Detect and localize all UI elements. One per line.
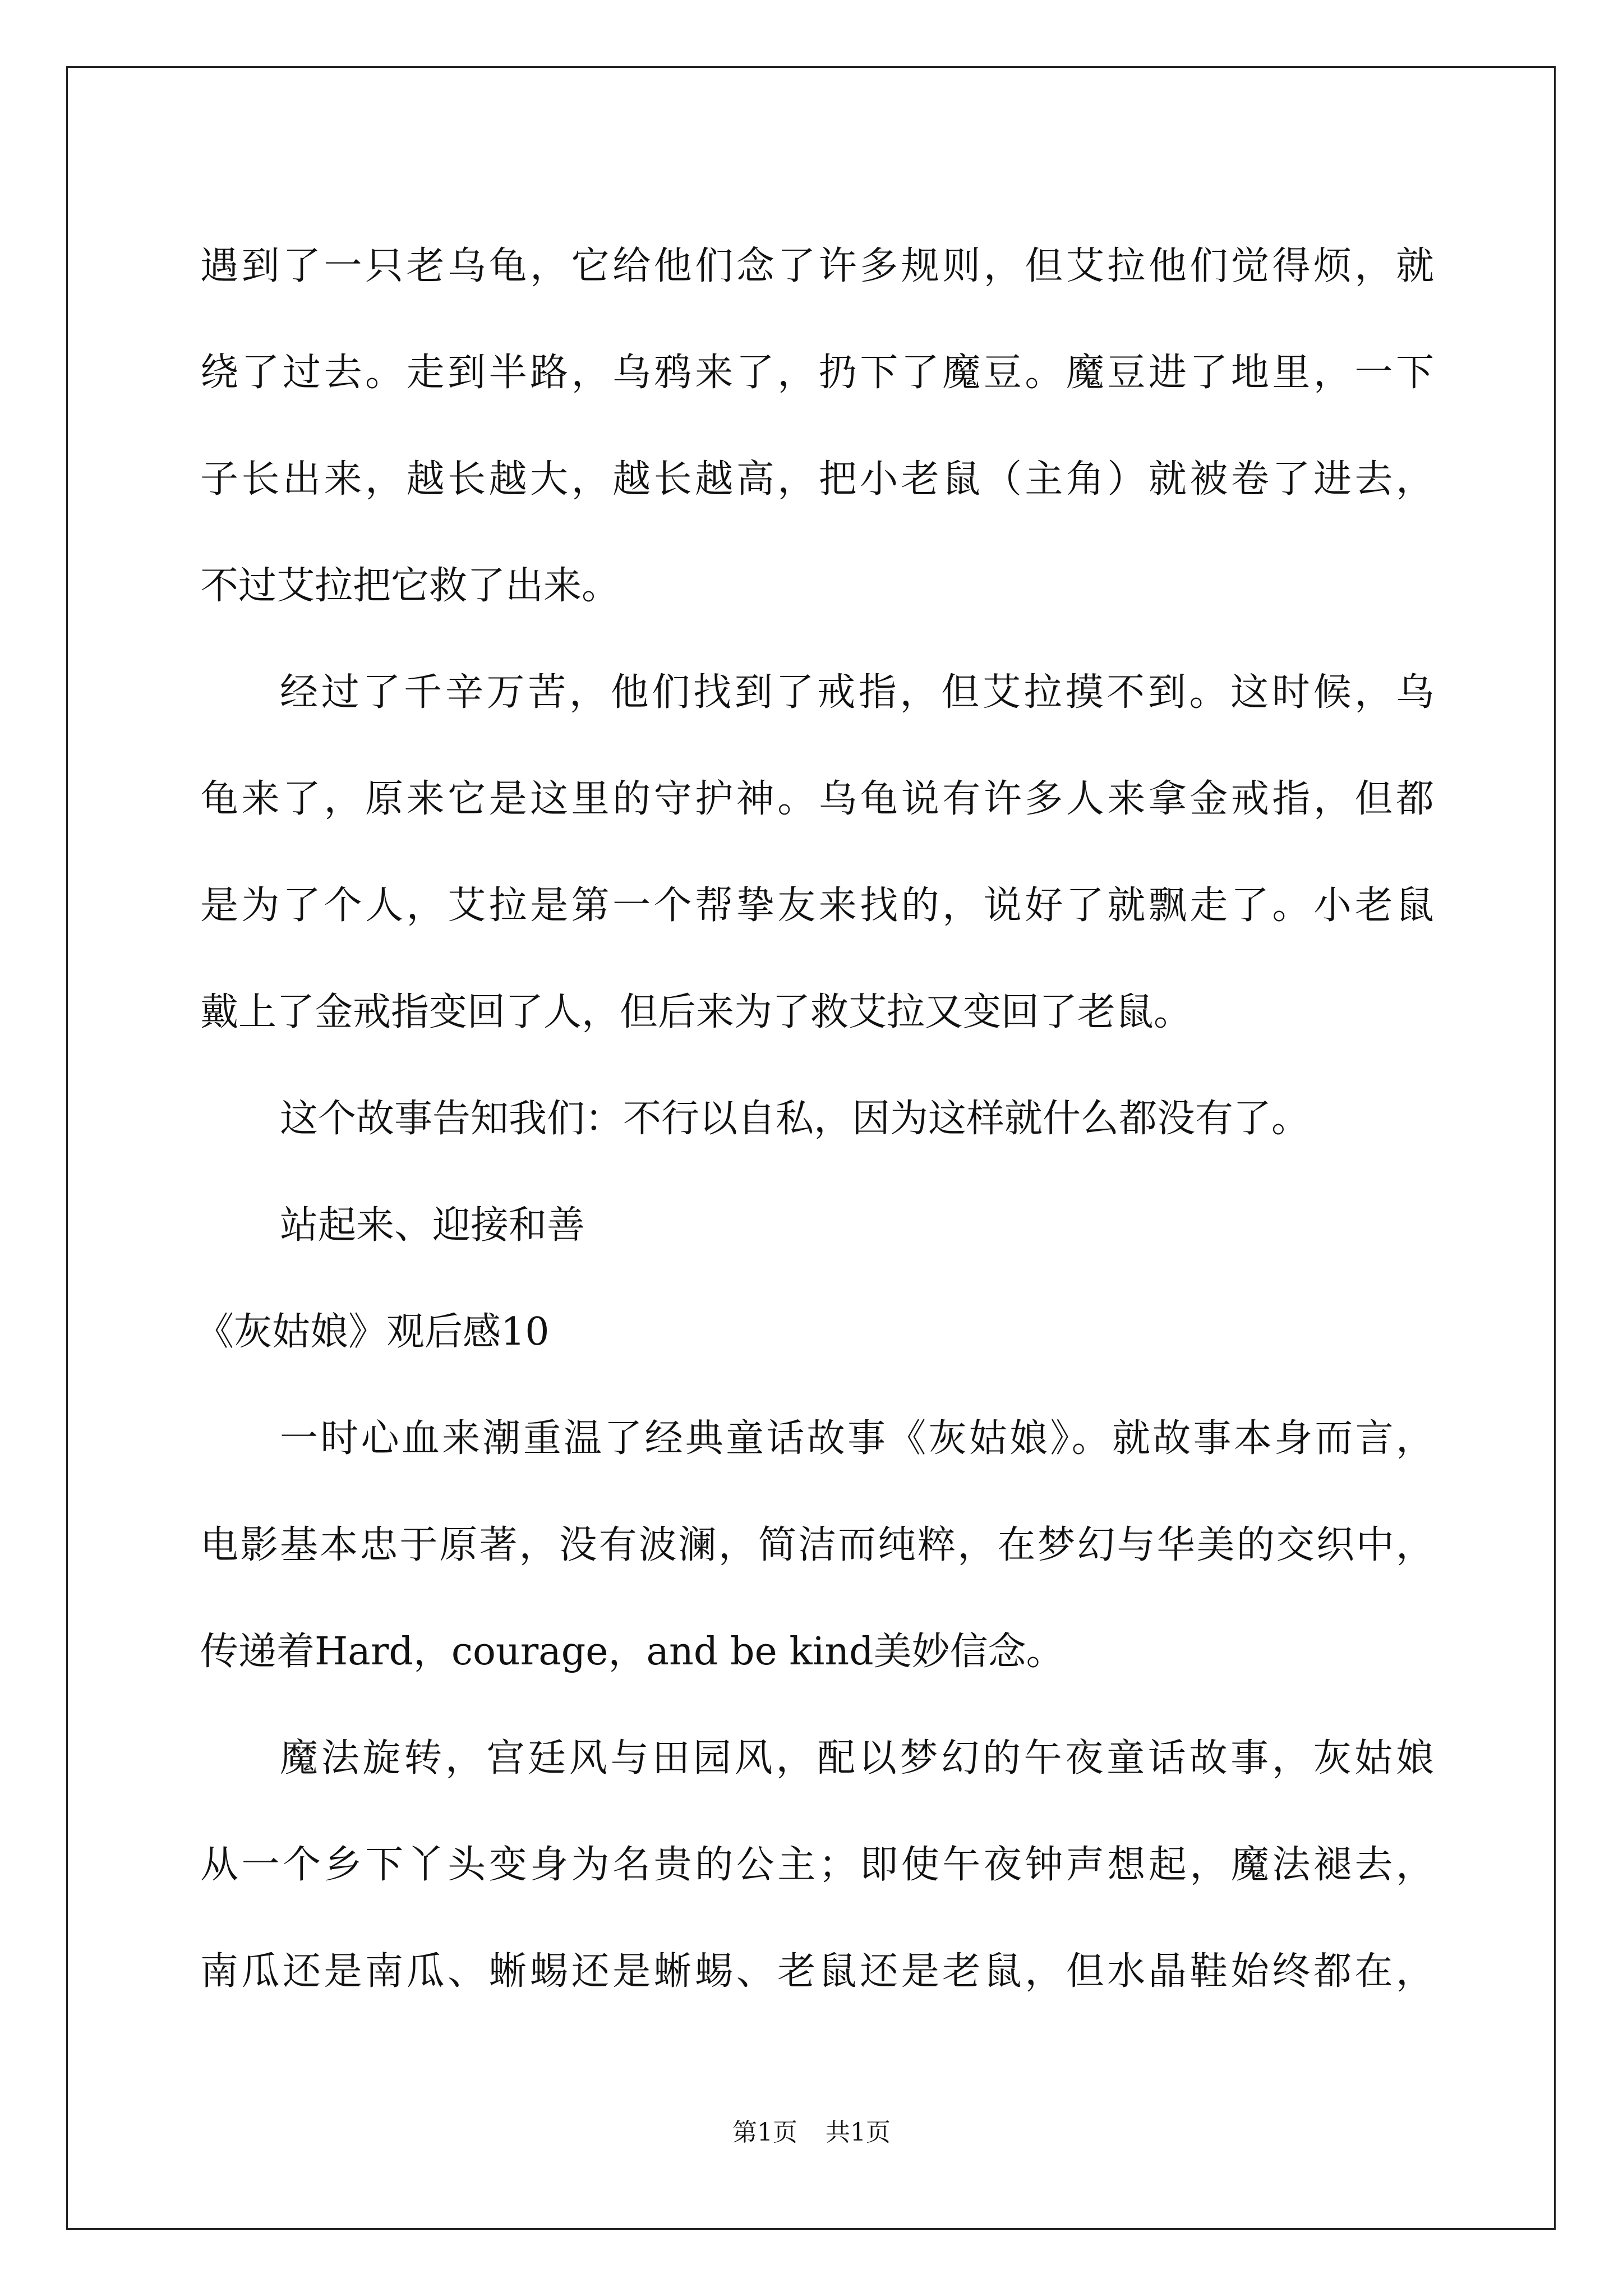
text-line: 子长出来，越长越大，越长越高，把小老鼠（主角）就被卷了进去， <box>200 457 1434 501</box>
paragraph-start-line: 站起来、迎接和善 <box>280 1203 585 1248</box>
section-heading: 《灰姑娘》观后感10 <box>196 1310 550 1354</box>
page-footer <box>0 2112 1623 2148</box>
text-line: 传递着Hard，courage，and be kind美妙信念。 <box>200 1630 1064 1674</box>
paragraph-start-line: 经过了千辛万苦，他们找到了戒指，但艾拉摸不到。这时候，乌 <box>280 670 1434 715</box>
page-number-total: 共1页 <box>826 2118 891 2147</box>
text-line: 龟来了，原来它是这里的守护神。乌龟说有许多人来拿金戒指，但都 <box>200 777 1434 821</box>
text-line: 绕了过去。走到半路，乌鸦来了，扔下了魔豆。魔豆进了地里，一下 <box>200 351 1434 395</box>
paragraph-start-line: 一时心血来潮重温了经典童话故事《灰姑娘》。就故事本身而言， <box>280 1416 1434 1461</box>
text-line: 不过艾拉把它救了出来。 <box>200 564 620 608</box>
text-line: 电影基本忠于原著，没有波澜，简洁而纯粹，在梦幻与华美的交织中， <box>200 1523 1434 1567</box>
paragraph-start-line: 魔法旋转，宫廷风与田园风，配以梦幻的午夜童话故事，灰姑娘 <box>280 1736 1434 1780</box>
text-line: 南瓜还是南瓜、蜥蜴还是蜥蜴、老鼠还是老鼠，但水晶鞋始终都在， <box>200 1949 1434 1994</box>
document-body <box>196 213 1434 2025</box>
text-line: 是为了个人，艾拉是第一个帮挚友来找的，说好了就飘走了。小老鼠 <box>200 884 1434 928</box>
text-line: 遇到了一只老乌龟，它给他们念了许多规则，但艾拉他们觉得烦，就 <box>200 244 1434 288</box>
paragraph-start-line: 这个故事告知我们：不行以自私，因为这样就什么都没有了。 <box>280 1097 1310 1141</box>
text-line: 戴上了金戒指变回了人，但后来为了救艾拉又变回了老鼠。 <box>200 990 1192 1034</box>
text-line: 从一个乡下丫头变身为名贵的公主；即使午夜钟声想起，魔法褪去， <box>200 1843 1434 1887</box>
page-number-current: 第1页 <box>732 2118 797 2147</box>
